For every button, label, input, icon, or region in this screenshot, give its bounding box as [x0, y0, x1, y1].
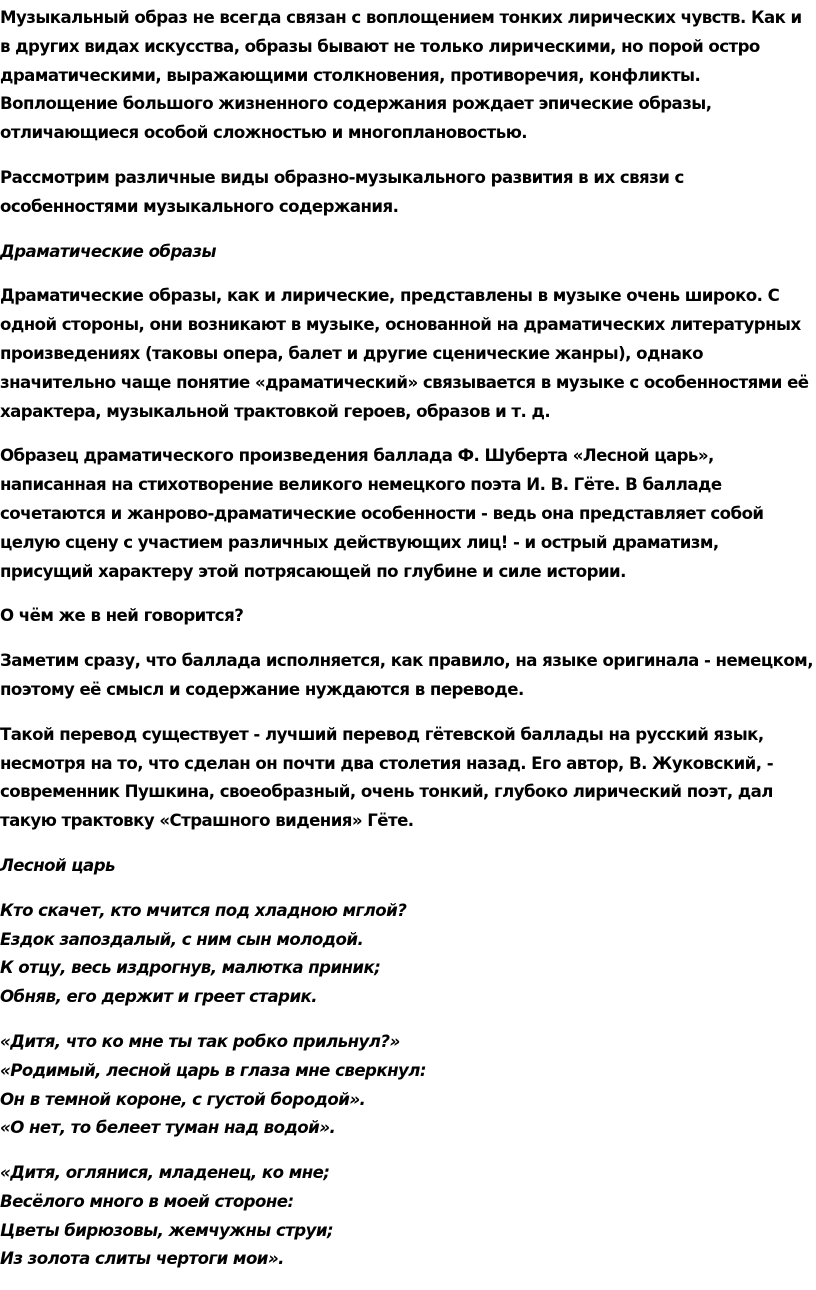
poem-stanza — [0, 1028, 814, 1143]
body-paragraph: Образец драматического произведения баллада Ф. Шуберта «Лесной царь», написанная на стихотворение великого немецкого поэта И. В. Гёте. В балладе сочетаются и жанрово-драматические особенности - ведь она представляет собой целую сцену с участием различных действующих лиц! - и острый драматизм, присущий характеру этой потрясающей по глубине и силе истории. — [0, 446, 764, 581]
poem-line: Обняв, его держит и греет старик. — [0, 987, 317, 1007]
section-heading: Драматические образы — [0, 241, 216, 261]
poem-line: Кто скачет, кто мчится под хладною мглой? — [0, 900, 407, 920]
poem-line: «Дитя, оглянися, младенец, ко мне; — [0, 1163, 330, 1183]
poem-stanza — [0, 1159, 814, 1274]
poem-title: Лесной царь — [0, 855, 115, 875]
intro-paragraph: Рассмотрим различные виды образно-музыкального развития в их связи с особенностями музыкального содержания. — [0, 167, 684, 216]
poem-line: Он в темной короне, с густой бородой». — [0, 1089, 366, 1109]
poem-line: «Родимый, лесной царь в глаза мне сверкнул: — [0, 1060, 426, 1080]
body-paragraph: Такой перевод существует - лучший перевод гётевской баллады на русский язык, несмотря на то, что сделан он почти два столетия назад. Его автор, В. Жуковский, - современник Пушкина, своеобразный, очень тонкий, глубоко лирический поэт, дал такую трактовку «Страшного видения» Гёте. — [0, 724, 774, 831]
poem-line: Цветы бирюзовы, жемчужны струи; — [0, 1220, 334, 1240]
poem-line: «Дитя, что ко мне ты так робко прильнул?» — [0, 1031, 400, 1051]
body-paragraph: О чём же в ней говорится? — [0, 606, 244, 626]
poem-line: «О нет, то белеет туман над водой». — [0, 1118, 336, 1138]
poem-line: Ездок запоздалый, с ним сын молодой. — [0, 929, 364, 949]
poem-stanza — [0, 897, 814, 1012]
body-paragraph: Заметим сразу, что баллада исполняется, как правило, на языке оригинала - немецком, поэтому её смысл и содержание нуждаются в переводе. — [0, 651, 813, 699]
body-paragraph: Драматические образы, как и лирические, представлены в музыке очень широко. С одной стороны, они возникают в музыке, основанной на драматических литературных произведениях (таковы опера, балет и другие сценические жанры), однако значительно чаще понятие «драматический» связывается в музыке с особенностями её характера, музыкальной трактовкой героев, образов и т. д. — [0, 286, 809, 421]
poem-line: Весёлого много в моей стороне: — [0, 1191, 294, 1211]
poem-line: Из золота слиты чертоги мои». — [0, 1249, 284, 1269]
document-body — [0, 4, 814, 1290]
poem-line: К отцу, весь издрогнув, малютка приник; — [0, 958, 381, 978]
intro-paragraph: Музыкальный образ не всегда связан с воплощением тонких лирических чувств. Как и в других видах искусства, образы бывают не только лирическими, но порой остро драматическими, выражающими столкновения, противоречия, конфликты. Воплощение большого жизненного содержания рождает эпические образы, отличающиеся особой сложностью и многоплановостью. — [0, 8, 802, 143]
